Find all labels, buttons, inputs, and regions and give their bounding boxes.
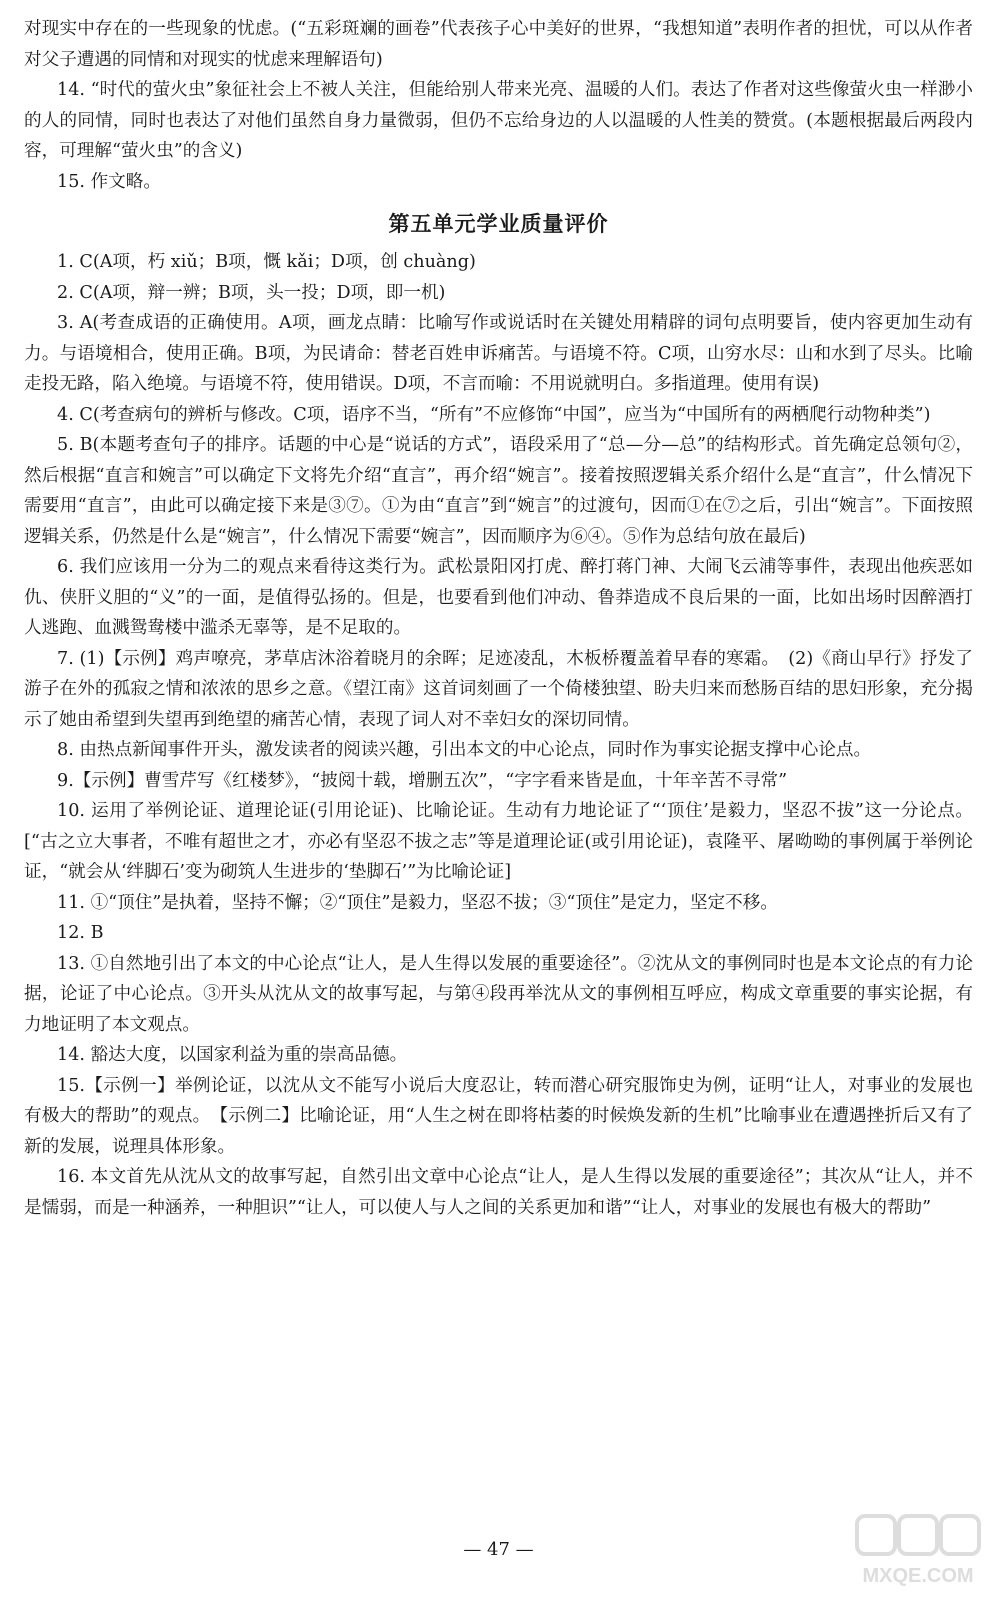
answer-paragraph: 15. 作文略。 xyxy=(57,171,161,192)
answer-paragraph: 9.【示例】曹雪芹写《红楼梦》，“披阅十载，增删五次”，“字字看来皆是血，十年辛苦不寻常” xyxy=(57,770,788,791)
answer-paragraph: 13. ①自然地引出了本文的中心论点“让人，是人生得以发展的重要途径”。②沈从文的事例同时也是本文论点的有力论据，论证了中心论点。③开头从沈从文的故事写起，与第④段再举沈从文的事例相互呼应，构成文章重要的事实论据，有力地证明了本文观点。 xyxy=(24,953,973,1035)
watermark-text: MXQE.COM xyxy=(862,1565,974,1587)
section-title: 第五单元学业质量评价 xyxy=(388,211,609,236)
answer-paragraph: 14. 豁达大度，以国家利益为重的崇高品德。 xyxy=(57,1045,408,1065)
answer-paragraph: 对现实中存在的一些现象的忧虑。(“五彩斑斓的画卷”代表孩子心中美好的世界，“我想知道”表明作者的担忧，可以从作者对父子遭遇的同情和对现实的忧虑来理解语句) xyxy=(24,19,973,70)
answer-paragraph: 12. B xyxy=(57,923,104,943)
page-number: — 47 — xyxy=(463,1539,534,1560)
answer-paragraph: 11. ①“顶住”是执着，坚持不懈；②“顶住”是毅力，坚忍不拔；③“顶住”是定力，坚定不移。 xyxy=(57,892,778,913)
answer-paragraph: 14. “时代的萤火虫”象征社会上不被人关注，但能给别人带来光亮、温暖的人们。表达了作者对这些像萤火虫一样渺小的人的同情，同时也表达了对他们虽然自身力量微弱，但仍不忘给身边的人以温暖的人性美的赞赏。(本题根据最后两段内容，可理解“萤火虫”的含义) xyxy=(24,80,973,161)
answer-paragraph: 3. A(考查成语的正确使用。A项，画龙点睛：比喻写作或说话时在关键处用精辟的词句点明要旨，使内容更加生动有力。与语境相合，使用正确。B项，为民请命：替老百姓申诉痛苦。与语境不符。C项，山穷水尽：山和水到了尽头。比喻走投无路，陷入绝境。与语境不符，使用错误。D项，不言而喻：不用说就明白。多指道理。使用有误) xyxy=(24,313,973,394)
answer-paragraph: 10. 运用了举例论证、道理论证(引用论证)、比喻论证。生动有力地论证了“‘顶住’是毅力，坚忍不拔”这一分论点。[“古之立大事者，不唯有超世之才，亦必有坚忍不拔之志”等是道理论证(或引用论证)，袁隆平、屠呦呦的事例属于举例论证，“就会从‘绊脚石’变为砌筑人生进步的‘垫脚石’”为比喻论证] xyxy=(24,801,973,882)
answer-paragraph: 2. C(A项，辩一辨；B项，头一投；D项，即一机) xyxy=(57,282,446,303)
answer-block-before-title xyxy=(24,14,973,197)
answer-paragraph: 1. C(A项，朽 xiǔ；B项，慨 kǎi；D项，创 chuàng) xyxy=(57,252,476,272)
answer-paragraph: 16. 本文首先从沈从文的故事写起，自然引出文章中心论点“让人，是人生得以发展的重要途径”；其次从“让人，并不是懦弱，而是一种涵养，一种胆识”“让人，可以使人与人之间的关系更加和谐”“让人，对事业的发展也有极大的帮助” xyxy=(24,1167,973,1218)
answer-paragraph: 8. 由热点新闻事件开头，激发读者的阅读兴趣，引出本文的中心论点，同时作为事实论据支撑中心论点。 xyxy=(57,740,872,760)
answer-paragraph: 15.【示例一】举例论证，以沈从文不能写小说后大度忍让，转而潜心研究服饰史为例，证明“让人，对事业的发展也有极大的帮助”的观点。 【示例二】比喻论证，用“人生之树在即将枯萎的时候焕发新的生机”比喻事业在遭遇挫折后又有了新的发展，说理具体形象。 xyxy=(24,1075,973,1157)
answer-block-after-title xyxy=(24,247,973,1223)
answer-paragraph: 6. 我们应该用一分为二的观点来看待这类行为。武松景阳冈打虎、醉打蒋门神、大闹飞云浦等事件，表现出他疾恶如仇、侠肝义胆的“义”的一面，是值得弘扬的。但是，也要看到他们冲动、鲁莽造成不良后果的一面，比如出场时因醉酒打人逃跑、血溅鸳鸯楼中滥杀无辜等，是不足取的。 xyxy=(24,557,973,638)
answer-paragraph: 5. B(本题考查句子的排序。话题的中心是“说话的方式”，语段采用了“总—分—总”的结构形式。首先确定总领句②，然后根据“直言和婉言”可以确定下文将先介绍“直言”，再介绍“婉言”。接着按照逻辑关系介绍什么是“直言”，什么情况下需要用“直言”，由此可以确定接下来是③⑦。①为由“直言”到“婉言”的过渡句，因而①在⑦之后，引出“婉言”。下面按照逻辑关系，仍然是什么是“婉言”，什么情况下需要“婉言”，因而顺序为⑥④。⑤作为总结句放在最后) xyxy=(24,435,973,547)
watermark-logo-icon xyxy=(853,1512,983,1590)
answer-paragraph: 4. C(考查病句的辨析与修改。C项，语序不当，“所有”不应修饰“中国”，应当为“中国所有的两栖爬行动物种类”) xyxy=(57,404,931,425)
answer-paragraph: 7. (1)【示例】鸡声嘹亮，茅草店沐浴着晓月的余晖；足迹凌乱，木板桥覆盖着早春的寒霜。 (2)《商山早行》抒发了游子在外的孤寂之情和浓浓的思乡之意。《望江南》这首词刻画了一个倚楼独望、盼夫归来而愁肠百结的思妇形象，充分揭示了她由希望到失望再到绝望的痛苦心情，表现了词人对不幸妇女的深切同情。 xyxy=(24,648,973,730)
